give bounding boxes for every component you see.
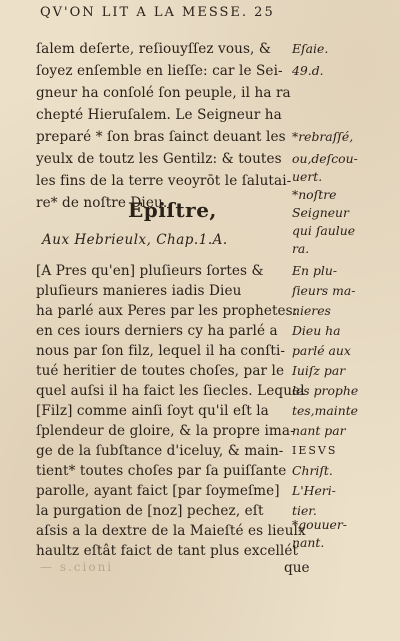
margin-note: 49.d. (292, 63, 324, 78)
margin-note: *gouuer- (292, 517, 347, 532)
text-line: parolle, ayant faict [par ſoymeſme] (36, 483, 280, 499)
text-line: en ces iours derniers cy ha parlé a (36, 323, 278, 339)
text-line: chepté Hieruſalem. Le Seigneur ha (36, 107, 282, 123)
text-line: gneur ha conſolé ſon peuple, il ha ra (36, 85, 291, 101)
margin-note: parlé aux (292, 343, 351, 358)
margin-note: Dieu ha (292, 323, 341, 338)
text-line: ſplendeur de gloire, & la propre ima- (36, 423, 295, 439)
text-line: preparé * ſon bras ſainct deuant les (36, 129, 286, 145)
text-line: haultz eſtât faict de tant plus excellét (36, 543, 299, 559)
margin-note: nieres (292, 303, 331, 318)
text-line: ha parlé aux Peres par les prophetes: (36, 303, 298, 319)
running-head: QV'ON LIT A LA MESSE. 25 (40, 5, 275, 20)
margin-note: tes,mainte (292, 403, 359, 418)
margin-note: qui ſaulue (292, 223, 356, 238)
margin-note: Chriſt. (292, 463, 333, 478)
margin-note: les prophe (292, 383, 359, 398)
text-line: [Filz] comme ainſi ſoyt qu'il eſt la (36, 403, 269, 419)
margin-note: Eſaie. (292, 41, 329, 56)
text-line: tué heritier de toutes choſes, par le (36, 363, 285, 379)
margin-note: ou,deſcou- (292, 151, 358, 166)
margin-note: tier. (292, 503, 317, 518)
text-line: ſalem deſerte, reſiouyſſez vous, & (36, 41, 272, 57)
text-line: la purgation de [noz] pechez, eſt (36, 503, 264, 519)
text-line: [A Pres qu'en] pluſieurs ſortes & (36, 263, 264, 279)
text-line: re* de noſtre Dieu. (36, 195, 168, 211)
text-line: pluſieurs manieres iadis Dieu (36, 283, 242, 299)
margin-note: ſieurs ma- (292, 283, 356, 298)
section-subtitle: Aux Hebrieulx, Chap.1.A. (42, 232, 228, 248)
margin-note: nant. (292, 535, 325, 550)
text-line: les fins de la terre veoyrōt le ſalutai- (36, 173, 292, 189)
margin-note: IESVS (292, 444, 338, 457)
margin-note: En plu- (292, 263, 338, 278)
text-line: nous par ſon filz, lequel il ha conſti- (36, 343, 286, 359)
margin-note: ra. (292, 241, 310, 256)
text-line: ge de la ſubſtance d'iceluy, & main- (36, 443, 284, 459)
margin-note: Iuiſz par (292, 363, 346, 378)
section-title: Epiſtre, (128, 198, 217, 222)
margin-note: uert. (292, 169, 323, 184)
text-line: ſoyez enſemble en lieſſe: car le Sei- (36, 63, 283, 79)
text-line: yeulx de toutz les Gentilz: & toutes (36, 151, 282, 167)
margin-note: nant par (292, 423, 346, 438)
margin-note: L'Heri- (292, 483, 336, 498)
margin-note: *noſtre (292, 187, 337, 202)
show-through-text: — s.cioni (40, 560, 114, 574)
text-line: quel auſsi il ha faict les ſiecles. Lequel (36, 383, 305, 399)
margin-note: Seigneur (292, 205, 349, 220)
margin-note: *rebraſſé, (292, 129, 354, 144)
catchword: que (284, 560, 310, 576)
text-line: aſsis a la dextre de la Maieſté es lieulx (36, 523, 306, 539)
text-line: tient* toutes choſes par ſa puiſſante (36, 463, 287, 479)
